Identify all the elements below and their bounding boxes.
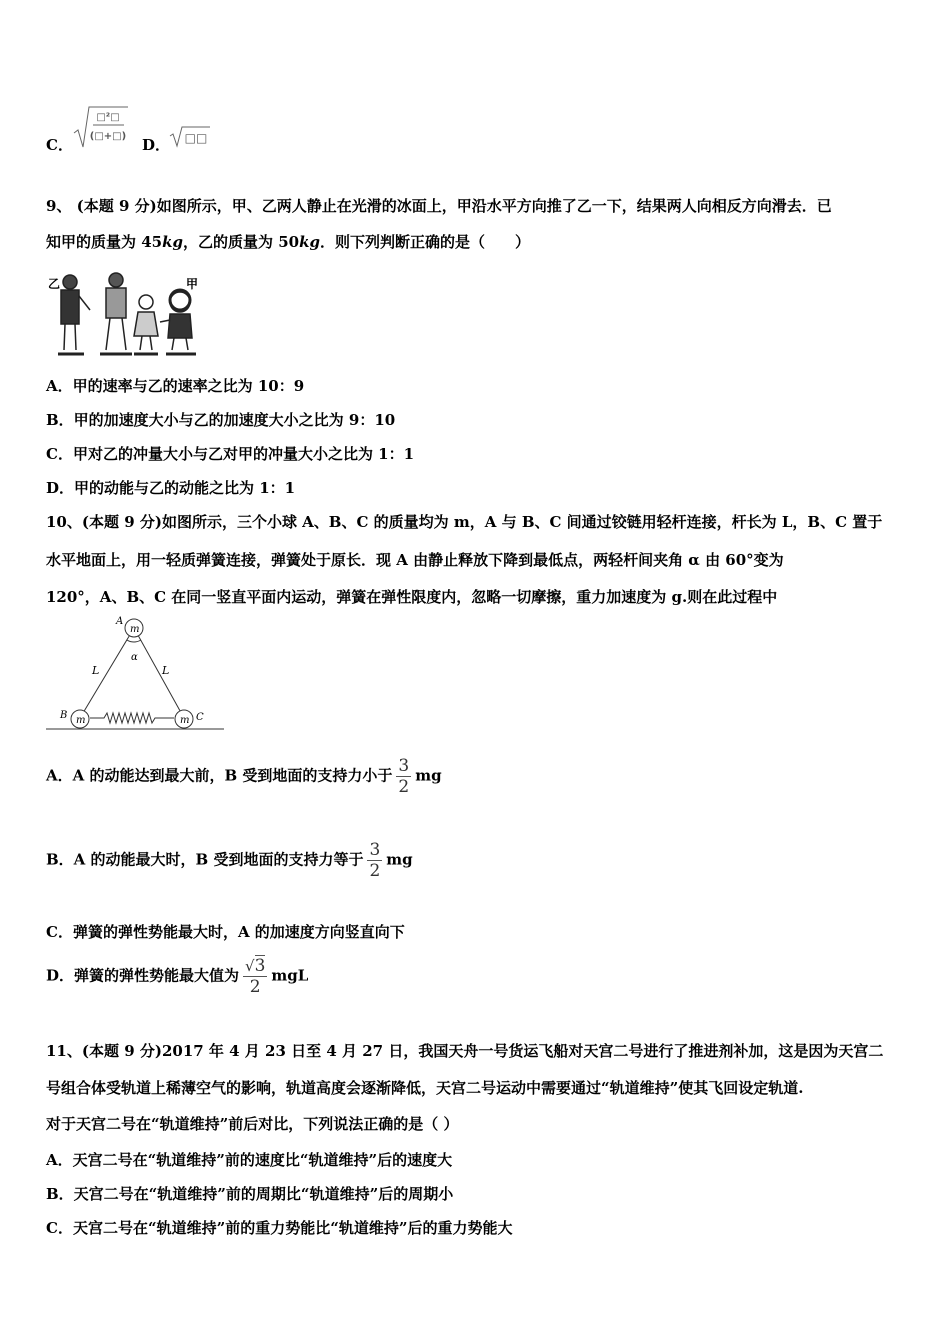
ball-b-mass: m: [76, 715, 86, 726]
q8-d-radicand: □□: [184, 131, 208, 145]
q10-stem-line3: 120°，A、B、C 在同一竖直平面内运动，弹簧在弹性限度内，忽略一切摩擦，重力加速度为 g.则在此过程中: [46, 588, 778, 606]
q10-stem-line1: 10、(本题 9 分)如图所示，三个小球 A、B、C 的质量均为 m，A 与 B、C 间通过铰链用轻杆连接，杆长为 L，B、C 置于: [46, 513, 883, 531]
q10-triangle-figure: [44, 614, 226, 734]
skater-man: [100, 273, 132, 354]
rod-label-right: L: [162, 664, 170, 677]
q11-stem-line1: 11、(本题 9 分)2017 年 4 月 23 日至 4 月 27 日，我国天舟一号货运飞船对天宫二号进行了推进剂补加，这是因为天宫二: [46, 1042, 884, 1060]
q10-d-denominator: 2: [249, 977, 261, 997]
q11-option-c: C．天宫二号在“轨道维持”前的重力势能比“轨道维持”后的重力势能大: [46, 1219, 513, 1237]
q8-option-c-label: C．: [46, 136, 73, 154]
skater-child: [134, 295, 158, 354]
q8-option-d-label: D．: [142, 136, 171, 154]
q11-option-a: A．天宫二号在“轨道维持”前的速度比“轨道维持”后的速度大: [46, 1151, 453, 1169]
q9-stem-line1: 9、 (本题 9 分)如图所示，甲、乙两人静止在光滑的冰面上，甲沿水平方向推了乙一下，结果两人向相反方向滑去．已: [46, 197, 832, 215]
ball-a-mass: m: [130, 624, 140, 635]
q9-option-d: D．甲的动能与乙的动能之比为 1：1: [46, 479, 296, 497]
q9-option-a: A．甲的速率与乙的速率之比为 10：9: [46, 377, 305, 395]
rod-ac: [134, 628, 184, 718]
q10-stem-line2: 水平地面上，用一轻质弹簧连接，弹簧处于原长．现 A 由静止释放下降到最低点，两轻杆间夹角 α 由 60°变为: [46, 551, 784, 569]
q10-option-b: B．A 的动能最大时，B 受到地面的支持力等于 $\frac{3}{2}$ mg: [46, 840, 413, 881]
label-a: A: [116, 616, 124, 627]
q8-c-denominator: (□+□): [89, 131, 127, 142]
q10-option-a: A．A 的动能达到最大前，B 受到地面的支持力小于 $\frac{3}{2}$ mg: [46, 756, 442, 797]
q9-option-c: C．甲对乙的冲量大小与乙对甲的冲量大小之比为 1：1: [46, 445, 415, 463]
q10-b-denominator: 2: [369, 861, 381, 881]
q8-c-numerator: □²□: [96, 112, 120, 123]
ball-c-mass: m: [180, 715, 190, 726]
q10-d-radicand: 3: [254, 956, 266, 976]
q8-option-d-formula: [168, 124, 212, 150]
rod-label-left: L: [92, 664, 100, 677]
q9-skaters-figure: [46, 266, 206, 362]
spring: [90, 713, 174, 723]
q9-label-yi: 乙: [48, 277, 61, 291]
angle-label: α: [131, 652, 138, 663]
q10-option-c: C．弹簧的弹性势能最大时，A 的加速度方向竖直向下: [46, 923, 405, 941]
q8-option-c-formula: [72, 103, 130, 151]
label-b: B: [60, 710, 68, 721]
skater-jia: [160, 290, 196, 354]
q10-a-denominator: 2: [398, 777, 410, 797]
q11-stem-line2: 号组合体受轨道上稀薄空气的影响，轨道高度会逐渐降低，天宫二号运动中需要通过“轨道维持”使其飞回设定轨道.: [46, 1079, 804, 1097]
q10-b-numerator: 3: [369, 840, 381, 860]
q9-option-b: B．甲的加速度大小与乙的加速度大小之比为 9：10: [46, 411, 396, 429]
angle-arc: [127, 640, 141, 642]
skater-yi: [58, 275, 90, 354]
q10-option-d: D．弹簧的弹性势能最大值为 $\frac{√3}{2}$ mgL: [46, 956, 309, 997]
q9-label-jia: 甲: [186, 277, 199, 291]
label-c: C: [196, 712, 204, 723]
q11-option-b: B．天宫二号在“轨道维持”前的周期比“轨道维持”后的周期小: [46, 1185, 454, 1203]
rod-ab: [80, 628, 134, 718]
q10-a-numerator: 3: [398, 756, 410, 776]
q9-stem-line2: 知甲的质量为 45kg，乙的质量为 50kg．则下列判断正确的是（ ）: [46, 233, 531, 251]
q11-stem-line3: 对于天宫二号在“轨道维持”前后对比，下列说法正确的是（ ）: [46, 1115, 459, 1133]
